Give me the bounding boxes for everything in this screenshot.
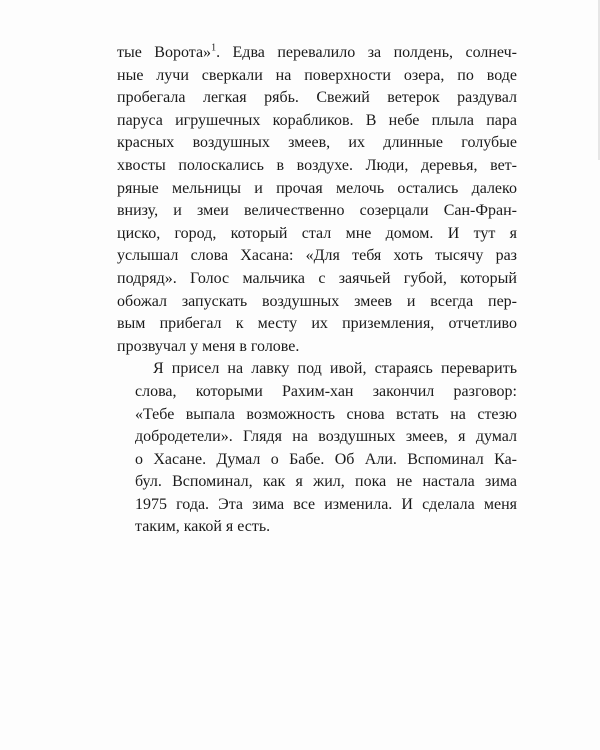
text-line: таким, какой я есть.: [135, 518, 271, 536]
footnote-marker[interactable]: 1: [211, 42, 217, 54]
paragraph-2: [117, 358, 517, 539]
text-line: красных воздушных змеев, их длинные голубые: [117, 134, 517, 152]
text-line: обожал запускать воздушных змеев и всегда пер-: [117, 292, 517, 310]
text-line: хвосты полоскались в воздухе. Люди, деревья, вет-: [117, 156, 517, 174]
text-line: ные лучи сверкали на поверхности озера, по воде: [117, 66, 517, 84]
text-line: Я присел на лавку под ивой, стараясь переварить: [153, 360, 517, 378]
text-line: «Тебе выпала возможность снова встать на стезю: [135, 405, 517, 423]
text-line: бул. Вспоминал, как я жил, пока не настала зима: [135, 473, 517, 491]
body-text: [117, 42, 517, 539]
text-line: паруса игрушечных корабликов. В небе плыла пара: [117, 111, 517, 129]
text-segment: тые Ворота»: [117, 44, 212, 61]
text-line: услышал слова Хасана: «Для тебя хоть тысячу раз: [117, 247, 517, 265]
text-line: пробегала легкая рябь. Свежий ветерок раздувал: [117, 89, 517, 107]
text-line: [117, 42, 517, 65]
text-line: прозвучал у меня в голове.: [117, 337, 300, 355]
paragraph-1: [117, 42, 517, 358]
text-line: циско, город, который стал мне домом. И тут я: [117, 224, 517, 242]
text-line: о Хасане. Думал о Бабе. Об Али. Вспоминал Ка-: [135, 450, 517, 468]
text-line: внизу, и змеи величественно созерцали Сан-Фран-: [117, 202, 517, 220]
text-line: добродетели». Глядя на воздушных змеев, я думал: [135, 428, 517, 446]
text-line: подряд». Голос мальчика с заячьей губой, который: [117, 269, 517, 287]
text-segment: . Едва перевалило за полдень, солнеч-: [216, 44, 517, 61]
text-line: 1975 года. Эта зима все изменила. И сделала меня: [135, 495, 517, 513]
text-line: ряные мельницы и прочая мелочь остались далеко: [117, 179, 517, 197]
text-line: слова, которыми Рахим-хан закончил разговор:: [135, 382, 517, 400]
text-line: вым прибегал к месту их приземления, отчетливо: [117, 315, 517, 333]
